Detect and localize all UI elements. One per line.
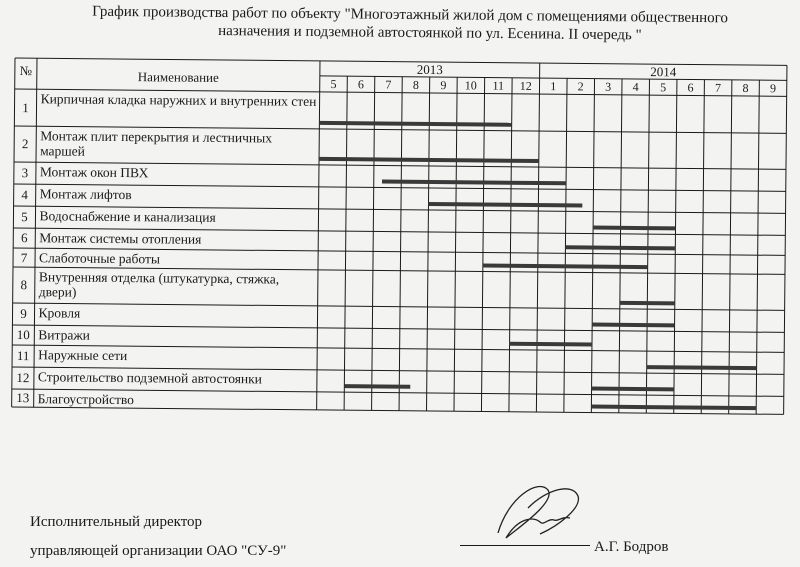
- month-divider: [427, 77, 430, 411]
- schedule-bar: [592, 325, 674, 326]
- month-header: 1: [550, 79, 557, 94]
- position-line-1: Исполнительный директор: [30, 514, 203, 530]
- schedule-bar: [593, 228, 675, 229]
- month-header: 4: [632, 79, 639, 94]
- month-header: 5: [330, 77, 337, 92]
- row-number: 11: [16, 348, 30, 364]
- column-header-number: №: [19, 63, 33, 79]
- task-name: Внутренняя отделка (штукатурка, стяжка, двери): [38, 269, 280, 300]
- row-number: 6: [20, 230, 28, 246]
- row-number: 2: [21, 136, 29, 152]
- month-header: 6: [357, 77, 365, 92]
- month-divider: [399, 77, 402, 411]
- position-line-2: управляющей организации ОАО "СУ-9": [30, 543, 287, 559]
- row-number: 7: [20, 249, 28, 265]
- schedule-bar-secondary: [674, 407, 756, 408]
- month-divider: [454, 77, 457, 411]
- title-line-2: назначения и подземной автостоянкой по ул. Есенина. II очередь ": [218, 22, 642, 44]
- task-name: Строительство подземной автостоянки: [37, 369, 263, 387]
- month-divider: [729, 80, 732, 414]
- month-header: 6: [687, 80, 694, 95]
- year-divider: [536, 63, 539, 412]
- title-line-1: График производства работ по объекту "Многоэтажный жилой дом с помещениями общественного: [92, 3, 729, 27]
- task-name: Кирпичная кладка наружних и внутренних стен: [40, 91, 317, 109]
- row-number: 8: [20, 277, 28, 293]
- task-name: Монтаж окон ПВХ: [39, 164, 149, 181]
- row-number: 12: [16, 370, 30, 386]
- document-title: [50, 2, 770, 46]
- task-name: Благоустройство: [37, 391, 135, 408]
- month-header: 5: [660, 80, 667, 95]
- schedule-bar: [344, 386, 410, 387]
- month-header: 7: [385, 77, 392, 92]
- month-header: 9: [769, 81, 777, 96]
- month-header: 10: [464, 78, 477, 93]
- year-header-2014: 2014: [650, 64, 677, 80]
- month-header: 2: [577, 79, 584, 94]
- task-name: Кровля: [38, 305, 81, 321]
- month-header: 12: [519, 78, 532, 93]
- month-divider: [756, 80, 759, 414]
- month-divider: [372, 76, 375, 410]
- gantt-schedule-table: [11, 58, 787, 448]
- month-header: 7: [714, 80, 722, 95]
- row-number: 10: [16, 327, 30, 343]
- task-name: Слаботочные работы: [39, 250, 161, 267]
- column-header-name: Наименование: [137, 69, 219, 85]
- schedule-bar: [429, 204, 583, 205]
- row-number: 5: [21, 209, 28, 225]
- year-header-2013: 2013: [416, 61, 443, 78]
- schedule-bar: [565, 247, 675, 248]
- handwritten-signature: [478, 478, 588, 548]
- month-divider: [564, 78, 567, 412]
- row-number: 13: [16, 390, 30, 406]
- month-divider: [701, 80, 704, 414]
- signatory-name: А.Г. Бодров: [594, 539, 669, 555]
- month-divider: [344, 76, 347, 410]
- task-name: Монтаж плит перекрытия и лестничных маршей: [40, 128, 273, 159]
- schedule-bar: [510, 344, 592, 345]
- month-header: 8: [412, 77, 419, 92]
- schedule-bar: [382, 182, 566, 184]
- row-number: 4: [21, 187, 29, 203]
- table-border-right: [784, 65, 787, 414]
- task-name: Витражи: [38, 327, 91, 343]
- schedule-bar: [483, 266, 648, 268]
- month-header: 3: [605, 79, 612, 94]
- schedule-bar: [591, 407, 673, 408]
- schedule-bar: [319, 123, 511, 125]
- task-name: Монтаж системы отопления: [39, 230, 202, 247]
- schedule-bar-secondary: [592, 389, 674, 390]
- month-divider: [481, 78, 484, 412]
- schedule-bar: [620, 303, 675, 304]
- month-header: 9: [440, 78, 447, 93]
- month-header: 8: [742, 80, 749, 96]
- schedule-bar: [647, 367, 757, 368]
- row-number: 1: [22, 99, 29, 115]
- task-name: Монтаж лифтов: [39, 186, 132, 203]
- task-name: Наружные сети: [38, 347, 128, 364]
- task-name: Водоснабжение и канализация: [39, 208, 216, 225]
- row-number: 9: [20, 306, 27, 322]
- month-divider: [509, 78, 512, 412]
- month-header: 11: [492, 78, 505, 93]
- row-number: 3: [21, 165, 29, 181]
- schedule-bar: [319, 159, 539, 161]
